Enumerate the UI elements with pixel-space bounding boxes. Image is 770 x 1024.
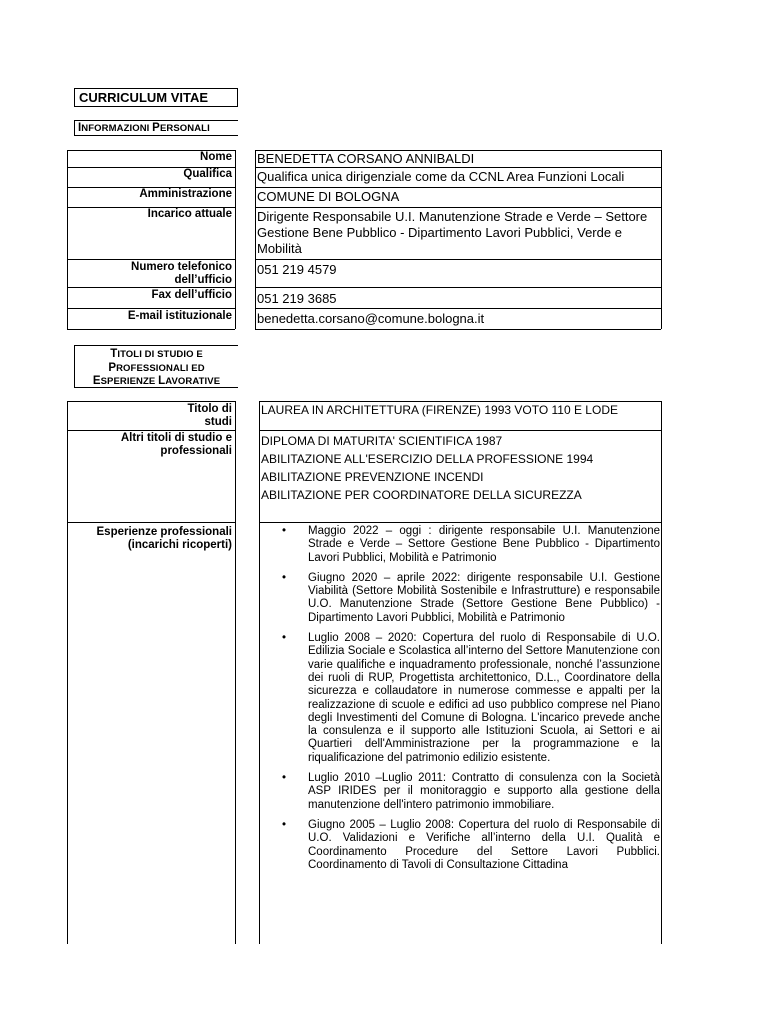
list-item: ABILITAZIONE PER COORDINATORE DELLA SICUREZZA bbox=[261, 488, 582, 502]
label-altri-titoli: Altri titoli di studio e professionali bbox=[120, 432, 232, 457]
label-esperienze-professionali: Esperienze professionali (incarichi ricoperti) bbox=[96, 526, 232, 551]
bullet-icon: • bbox=[282, 525, 287, 537]
value-email: benedetta.corsano@comune.bologna.it bbox=[257, 311, 485, 326]
value-titolo-di-studi: LAUREA IN ARCHITETTURA (FIRENZE) 1993 VOTO 110 E LODE bbox=[261, 403, 618, 417]
label-nome: Nome bbox=[200, 151, 232, 163]
value-fax: 051 219 3685 bbox=[257, 291, 337, 306]
list-item: • Giugno 2005 – Luglio 2008: Copertura del ruolo di Responsabile di U.O. Validazioni e Verifiche all’interno della U.I. Qualità e Coordinamento Procedure del Settore Lavori Pubblici. Coordinamento di Tavoli di Consultazione Cittadina bbox=[282, 818, 660, 871]
section-titles-experiences: TITOLI DI STUDIO E PROFESSIONALI ED ESPERIENZE LAVORATIVE bbox=[74, 345, 238, 388]
label-titolo-di-studi: Titolo di studi bbox=[187, 403, 232, 428]
list-item: • Luglio 2010 –Luglio 2011: Contratto di consulenza con la Società ASP IRIDES per il monitoraggio e supporto alla gestione della manutenzione dell'intero patrimonio immobiliare. bbox=[282, 772, 660, 811]
bullet-icon: • bbox=[282, 632, 287, 645]
value-amministrazione: COMUNE DI BOLOGNA bbox=[257, 189, 400, 204]
value-telefono: 051 219 4579 bbox=[257, 262, 337, 277]
label-fax: Fax dell’ufficio bbox=[151, 289, 232, 301]
experience-list bbox=[262, 525, 660, 879]
section-personal-info: INFORMAZIONI PERSONALI bbox=[74, 120, 238, 136]
cv-title: CURRICULUM VITAE bbox=[74, 88, 238, 107]
list-item: ABILITAZIONE ALL'ESERCIZIO DELLA PROFESSIONE 1994 bbox=[261, 452, 594, 466]
label-email: E-mail istituzionale bbox=[127, 310, 232, 322]
value-qualifica: Qualifica unica dirigenziale come da CCNL Area Funzioni Locali bbox=[257, 169, 625, 184]
value-nome: BENEDETTA CORSANO ANNIBALDI bbox=[257, 151, 475, 166]
label-qualifica: Qualifica bbox=[183, 168, 232, 180]
bullet-icon: • bbox=[282, 818, 287, 831]
list-item: • Maggio 2022 – oggi : dirigente responsabile U.I. Manutenzione Strade e Verde – Settore Gestione Bene Pubblico - Dipartimento Lavori Pubblici, Mobilità e Patrimonio bbox=[282, 525, 660, 564]
label-amministrazione: Amministrazione bbox=[139, 188, 232, 200]
bullet-icon: • bbox=[282, 571, 287, 584]
list-item: • Luglio 2008 – 2020: Copertura del ruolo di Responsabile di U.O. Edilizia Sociale e Scolastica all’interno del Settore Manutenzione con varie qualifiche e inquadramento professionale, nonché l’assunzione dei ruoli di RUP, Progettista architettonico, D.L., Coordinatore della sicurezza e collaudatore in numerose commesse e appalti per la realizzazione di scuole e edifici ad uso pubblico comprese nel Piano degli Investimenti del Comune di Bologna. L'incarico prevede anche la consulenza e il supporto alle Istituzioni Scuola, ai Settori e ai Quartieri dell'Amministrazione per la programmazione e la riqualificazione del patrimonio edilizio esistente. bbox=[282, 632, 660, 764]
list-item: • Giugno 2020 – aprile 2022: dirigente responsabile U.I. Gestione Viabilità (Settore Mobilità Sostenibile e Infrastrutture) e responsabile U.O. Manutenzione Strade (Settore Gestione Bene Pubblico) - Dipartimento Lavori Pubblici, Mobilità e Patrimonio bbox=[282, 571, 660, 624]
bullet-icon: • bbox=[282, 772, 287, 785]
list-item: DIPLOMA DI MATURITA' SCIENTIFICA 1987 bbox=[261, 434, 503, 448]
value-incarico-attuale: Dirigente Responsabile U.I. Manutenzione Strade e Verde – Settore Gestione Bene Pubblico - Dipartimento Lavori Pubblici, Verde e Mobilità bbox=[257, 209, 648, 256]
value-altri-titoli bbox=[259, 432, 661, 504]
list-item: ABILITAZIONE PREVENZIONE INCENDI bbox=[261, 470, 484, 484]
label-incarico-attuale: Incarico attuale bbox=[147, 208, 232, 220]
label-telefono: Numero telefonico dell’ufficio bbox=[131, 261, 232, 286]
